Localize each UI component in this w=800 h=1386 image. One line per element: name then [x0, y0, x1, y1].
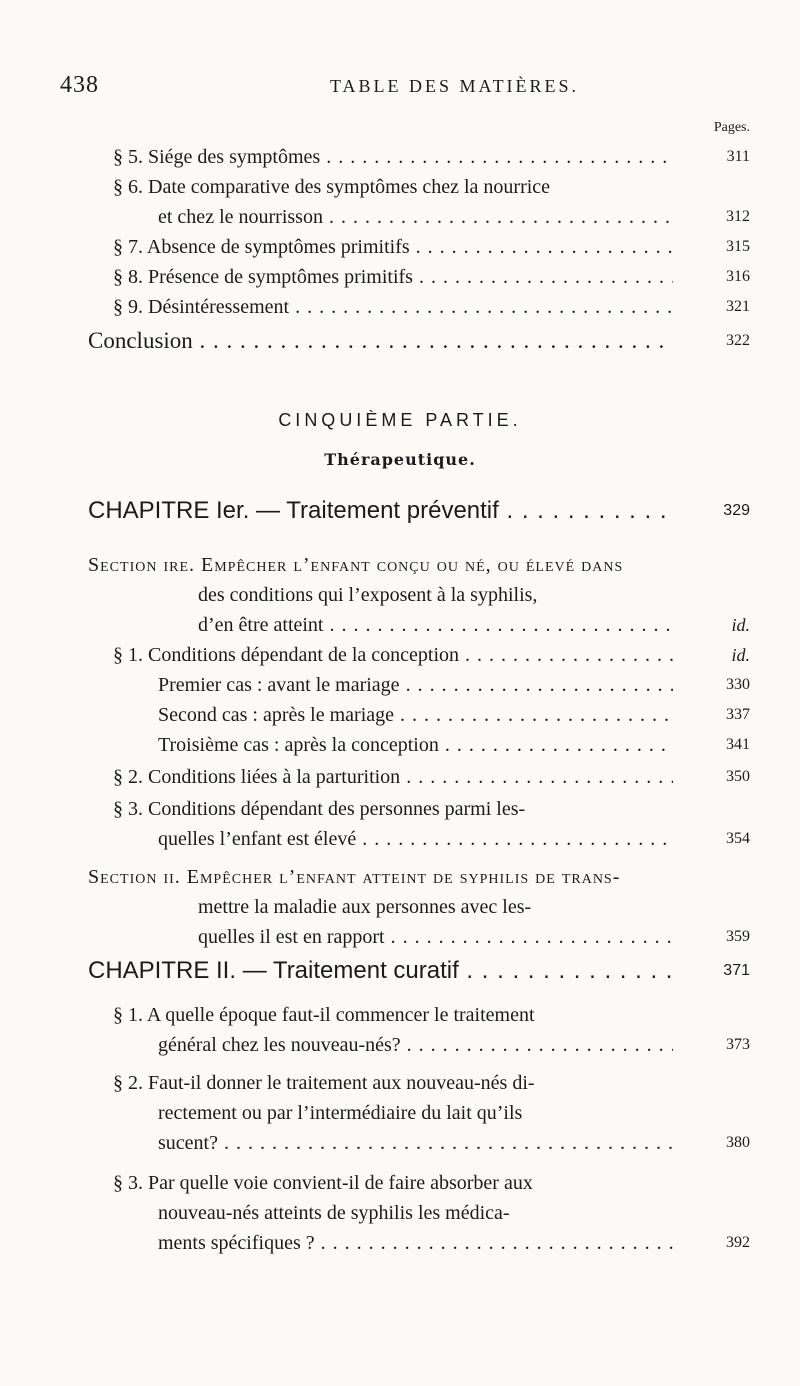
toc-entry-label: sucent? . . . [158, 1128, 673, 1158]
toc-entry-label: Premier cas : avant le mariage . . . [158, 670, 673, 700]
toc-entry-conclusion[interactable] [0, 326, 800, 356]
toc-entry-page: 330 [722, 670, 750, 700]
chapter-1-page: 329 [719, 496, 750, 526]
section-2-label: quelles il est en rapport . . . [198, 922, 673, 952]
toc-entry[interactable] [0, 142, 800, 172]
toc-entry[interactable] [0, 1168, 800, 1258]
toc-entry-page: 380 [722, 1128, 750, 1158]
toc-entry[interactable] [0, 1000, 800, 1060]
toc-entry-label: Second cas : après le mariage . . . [158, 700, 673, 730]
toc-entry-page: 354 [722, 824, 750, 854]
part-subtitle: Thérapeutique. [324, 450, 476, 469]
toc-entry-label: § 1. Conditions dépendant de la conception . . . [113, 640, 673, 670]
toc-entry-label: § 3. Conditions dépendant des personnes parmi les- [113, 798, 526, 820]
toc-entry-label: Conclusion . . . [88, 326, 673, 356]
toc-entry[interactable] [0, 700, 800, 730]
toc-entry-label: et chez le nourrisson . . . [158, 202, 673, 232]
toc-entry-page: id. [727, 640, 750, 670]
section-1-label: Section ire. Empêcher l’enfant conçu ou né, ou élevé dans [88, 554, 624, 576]
section-1-label: des conditions qui l’exposent à la syphilis, [198, 584, 538, 606]
toc-entry-page: 315 [722, 232, 750, 262]
toc-entry[interactable] [0, 794, 800, 854]
toc-entry-label: ments spécifiques ? . . . [158, 1228, 673, 1258]
section-2-label: mettre la maladie aux personnes avec les- [198, 896, 532, 918]
toc-entry-label: § 2. Conditions liées à la parturition . . . [113, 762, 673, 792]
toc-entry-page: 322 [722, 326, 750, 356]
toc-entry-label: § 5. Siége des symptômes . . . [113, 142, 673, 172]
toc-entry-page: 312 [722, 202, 750, 232]
toc-entry-page: 337 [722, 700, 750, 730]
chapter-2-label: CHAPITRE II. — Traitement curatif . . . [88, 956, 673, 986]
toc-entry[interactable] [0, 262, 800, 292]
toc-entry-label: § 8. Présence de symptômes primitifs . . . [113, 262, 673, 292]
toc-entry-label: rectement ou par l’intermédiaire du lait qu’ils [158, 1102, 523, 1124]
toc-entry[interactable] [0, 172, 800, 232]
toc-entry-page: 350 [722, 762, 750, 792]
toc-entry-page: 311 [723, 142, 750, 172]
toc-entry[interactable] [0, 730, 800, 760]
toc-entry-label: § 6. Date comparative des symptômes chez la nourrice [113, 176, 551, 198]
section-2-label: Section ii. Empêcher l’enfant atteint de syphilis de trans- [88, 866, 621, 888]
toc-entry[interactable] [0, 670, 800, 700]
chapter-1-entry[interactable] [0, 496, 800, 530]
toc-entry-label: § 2. Faut-il donner le traitement aux nouveau-nés di- [113, 1072, 535, 1094]
page-number: 438 [60, 72, 99, 98]
toc-entry[interactable] [0, 640, 800, 670]
toc-entry-label: § 7. Absence de symptômes primitifs . . . [113, 232, 673, 262]
chapter-2-entry[interactable] [0, 956, 800, 990]
running-title: TABLE DES MATIÈRES. [330, 76, 580, 96]
toc-entry-page: 321 [722, 292, 750, 322]
toc-entry-label: § 9. Désintéressement . . . [113, 292, 673, 322]
toc-entry[interactable] [0, 292, 800, 322]
toc-entry-page: 392 [722, 1228, 750, 1258]
section-1-page: id. [727, 610, 750, 640]
section-2-entry[interactable] [0, 862, 800, 952]
toc-entry[interactable] [0, 232, 800, 262]
toc-entry-page: 316 [722, 262, 750, 292]
part-title: CINQUIÈME PARTIE. [278, 410, 522, 430]
page-header [60, 58, 720, 98]
toc-entry[interactable] [0, 1068, 800, 1158]
toc-entry-label: nouveau-nés atteints de syphilis les médica- [158, 1202, 510, 1224]
toc-entry-label: § 3. Par quelle voie convient-il de faire absorber aux [113, 1172, 533, 1194]
chapter-1-label: CHAPITRE Ier. — Traitement préventif . . . [88, 496, 673, 526]
section-2-page: 359 [722, 922, 750, 952]
toc-entry-page: 373 [722, 1030, 750, 1060]
toc-entry-label: Troisième cas : après la conception . . . [158, 730, 673, 760]
toc-entry[interactable] [0, 762, 800, 792]
toc-entry-label: § 1. A quelle époque faut-il commencer le traitement [113, 1004, 535, 1026]
chapter-2-page: 371 [719, 956, 750, 986]
toc-entry-label: général chez les nouveau-nés? . . . [158, 1030, 673, 1060]
section-1-label: d’en être atteint . . . [198, 610, 673, 640]
toc-entry-page: 341 [722, 730, 750, 760]
toc-entry-label: quelles l’enfant est élevé . . . [158, 824, 673, 854]
pages-column-label: Pages. [713, 120, 750, 135]
section-1-entry[interactable] [0, 550, 800, 640]
